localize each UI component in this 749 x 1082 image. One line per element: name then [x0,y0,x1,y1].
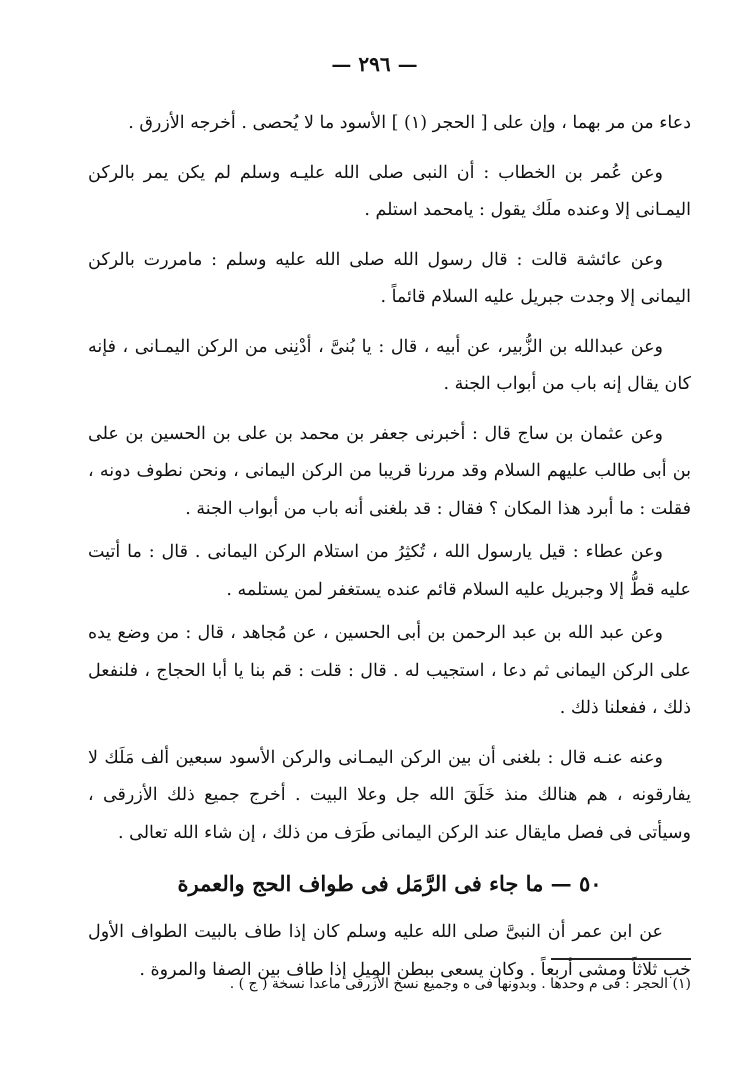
paragraph-3: وعن عائشة قالت : قال رسول الله صلى الله عليه وسلم : مامررت بالركن اليمانى إلا وجدت جبريل عليه السلام قائماً . [88,249,691,307]
paragraph-2: وعن عُمر بن الخطاب : أن النبى صلى الله عليـه وسلم لم يكن يمر بالركن اليمـانى إلا وعنده ملَك يقول : يامحمد استلم . [88,162,691,220]
paragraph-8: وعنه عنـه قال : بلغنى أن بين الركن اليمـانى والركن الأسود سبعين ألف مَلَك لا يفارقونه ، هم هنالك منذ خَلَقَ الله جل وعلا البيت . أخرج جميع ذلك الأزرقى ، وسيأتى فى فصل مايقال عند الركن اليمانى طَرَف من ذلك ، إن شاء الله تعالى . [88,747,691,843]
paragraph-1: دعاء من مر بهما ، وإن على [ الحجر (١) ] الأسود ما لا يُحصى . أخرجه الأزرق . [128,113,691,133]
page-number: — ٢٩٦ — [331,52,418,76]
footnote-divider [551,958,691,960]
footnote: (١) الحجر : فى م وحدها . وبدونها فى ه وجميع نسخ الأزرقى ماعدا نسخة ( ج ) . [229,976,691,992]
paragraph-7: وعن عبد الله بن عبد الرحمن بن أبى الحسين ، عن مُجاهد ، قال : من وضع يده على الركن اليمانى ثم دعا ، استجيب له . قال : قلت : قم بنا يا أبا الحجاج ، فلنفعل ذلك ، ففعلنا ذلك . [88,623,691,718]
main-text [88,105,691,1001]
chapter-heading: ٥٠ — ما جاء فى الرَّمَل فى طواف الحج والعمرة [177,871,602,896]
paragraph-4: وعن عبدالله بن الزُّبير، عن أبيه ، قال : يا بُنىَّ ، أدْنِنى من الركن اليمـانى ، فإنه كان يقال إنه باب من أبواب الجنة . [88,336,691,394]
paragraph-6: وعن عطاء : قيل يارسول الله ، تُكثِرُ من استلام الركن اليمانى . قال : ما أتيت عليه قطُّ إلا وجبريل عليه السلام قائم عنده يستغفر لمن يستلمه . [88,542,691,600]
paragraph-5: وعن عثمان بن ساج قال : أخبرنى جعفر بن محمد بن على بن الحسين بن على بن أبى طالب عليهم السلام وقد مررنا قريبا من الركن اليمانى ، ونحن نطوف دونه ، فقلت : ما أبرد هذا المكان ؟ فقال : قد بلغنى أنه باب من أبواب الجنة . [88,423,691,519]
chapter-paragraph: عن ابن عمر أن النبىَّ صلى الله عليه وسلم كان إذا طاف بالبيت الطواف الأول خب ثلاثاً ومشى أربعاً . وكان يسعى ببطن المِيل إذا طاف بين الصفا والمروة . [88,922,691,980]
